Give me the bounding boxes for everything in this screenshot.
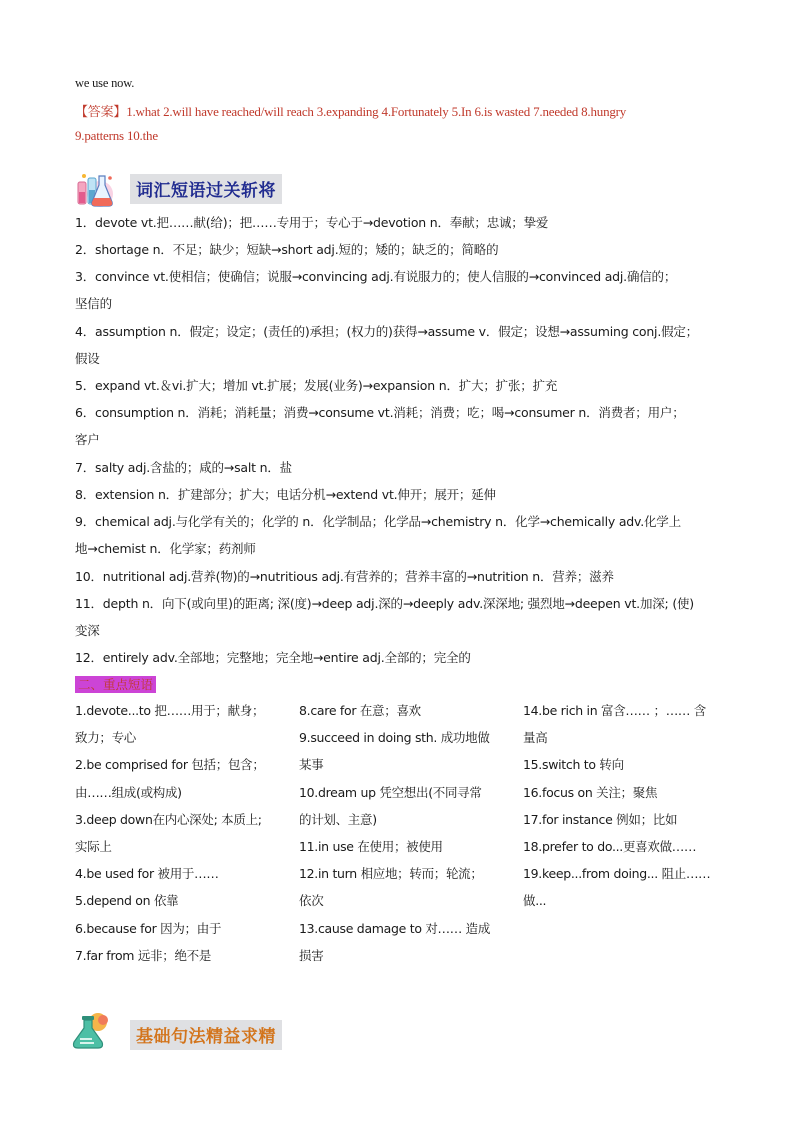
phrase-line: 12.in turn 相应地；转而；轮流； bbox=[299, 866, 483, 882]
phrase-line: 9.succeed in doing sth. 成功地做 bbox=[299, 730, 490, 746]
vocab-line: 6．consumption n．消耗；消耗量；消费→consume vt.消耗；消费；吃；喝→consumer n．消费者；用户； bbox=[75, 405, 685, 420]
phrase-line: 的计划、主意) bbox=[299, 811, 377, 827]
vocab-line: 地→chemist n．化学家；药剂师 bbox=[75, 541, 256, 556]
vocab-line: 11．depth n．向下(或向里)的距离; 深(度)→deep adj.深的→deeply adv.深深地; 强烈地→deepen vt.加深; (使) bbox=[75, 596, 694, 611]
phrase-line: 实际上 bbox=[75, 839, 112, 855]
phrase-line: 10.dream up 凭空想出(不同寻常 bbox=[299, 784, 482, 800]
phrase-line: 18.prefer to do...更喜欢做…… bbox=[523, 839, 697, 855]
answer-label: 【答案】 bbox=[75, 104, 127, 119]
phrase-line: 19.keep...from doing... 阻止…… bbox=[523, 866, 711, 882]
answer-line-2: 9.patterns 10.the bbox=[75, 128, 158, 143]
phrase-line: 损害 bbox=[299, 947, 324, 963]
vocab-line: 4．assumption n．假定；设定；(责任的)承担；(权力的)获得→assume v．假定；设想→assuming conj.假定； bbox=[75, 324, 698, 339]
vocab-line: 客户 bbox=[75, 432, 100, 447]
answer-text-1: 1.what 2.will have reached/will reach 3.expanding 4.Fortunately 5.In 6.is wasted 7.needed 8.hungry bbox=[126, 104, 627, 119]
phrase-line: 14.be rich in 富含…… ；…… 含 bbox=[523, 703, 706, 718]
phrase-line: 量高 bbox=[523, 730, 548, 746]
vocab-line: 变深 bbox=[75, 623, 100, 638]
phrase-line: 致力；专心 bbox=[75, 730, 137, 746]
vocab-line: 10．nutritional adj.营养(物)的→nutritious adj.有营养的；营养丰富的→nutrition n．营养；滋养 bbox=[75, 569, 614, 584]
chemistry-flask-icon bbox=[70, 168, 116, 212]
vocab-line: 7．salty adj.含盐的；咸的→salt n．盐 bbox=[75, 460, 292, 475]
phrases-heading: 二、重点短语 bbox=[75, 676, 156, 693]
phrase-line: 7.far from 远非；绝不是 bbox=[75, 947, 212, 963]
phrase-column-1 bbox=[75, 697, 285, 969]
vocab-line: 9．chemical adj.与化学有关的；化学的 n．化学制品；化学品→chemistry n．化学→chemically adv.化学上 bbox=[75, 514, 681, 529]
phrase-line: 2.be comprised for 包括；包含； bbox=[75, 757, 265, 773]
phrase-column-3 bbox=[523, 697, 723, 915]
phrase-column-2 bbox=[299, 697, 509, 969]
section-title-vocab: 词汇短语过关斩将 bbox=[130, 174, 282, 204]
phrase-line: 11.in use 在使用；被使用 bbox=[299, 839, 443, 855]
vocab-line: 3．convince vt.使相信；使确信；说服→convincing adj.有说服力的；使人信服的→convinced adj.确信的； bbox=[75, 269, 677, 284]
phrase-line: 15.switch to 转向 bbox=[523, 757, 624, 773]
phrase-line: 4.be used for 被用于…… bbox=[75, 866, 219, 882]
intro-text: we use now. bbox=[75, 76, 135, 90]
vocab-line: 2．shortage n．不足；缺少；短缺→short adj.短的；矮的；缺乏的；简略的 bbox=[75, 242, 499, 257]
flask-bulb-icon bbox=[70, 1010, 116, 1052]
phrase-line: 17.for instance 例如；比如 bbox=[523, 811, 678, 827]
phrase-line: 由……组成(或构成) bbox=[75, 784, 182, 800]
answer-line-1 bbox=[75, 101, 626, 120]
vocab-line: 坚信的 bbox=[75, 296, 112, 311]
phrase-line: 做... bbox=[523, 893, 547, 909]
vocab-line: 假设 bbox=[75, 351, 100, 366]
vocab-line: 5．expand vt.＆vi.扩大；增加 vt.扩展；发展(业务)→expansion n．扩大；扩张；扩充 bbox=[75, 378, 558, 393]
section-title-syntax: 基础句法精益求精 bbox=[130, 1020, 282, 1050]
vocab-line: 1．devote vt.把……献(给)；把……专用于；专心于→devotion n．奉献；忠诚；挚爱 bbox=[75, 215, 549, 230]
phrase-line: 某事 bbox=[299, 757, 324, 773]
phrase-line: 13.cause damage to 对…… 造成 bbox=[299, 920, 491, 936]
phrase-line: 16.focus on 关注；聚焦 bbox=[523, 784, 658, 800]
phrase-line: 依次 bbox=[299, 893, 324, 909]
vocab-line: 8．extension n．扩建部分；扩大；电话分机→extend vt.伸开；展开；延伸 bbox=[75, 487, 496, 502]
phrase-line: 1.devote...to 把……用于；献身； bbox=[75, 703, 265, 718]
phrase-line: 3.deep down在内心深处; 本质上; bbox=[75, 811, 262, 827]
phrase-line: 5.depend on 依靠 bbox=[75, 893, 179, 909]
phrase-line: 8.care for 在意；喜欢 bbox=[299, 703, 421, 718]
vocab-line: 12．entirely adv.全部地；完整地；完全地→entire adj.全部的；完全的 bbox=[75, 650, 471, 665]
phrase-line: 6.because for 因为；由于 bbox=[75, 920, 222, 936]
